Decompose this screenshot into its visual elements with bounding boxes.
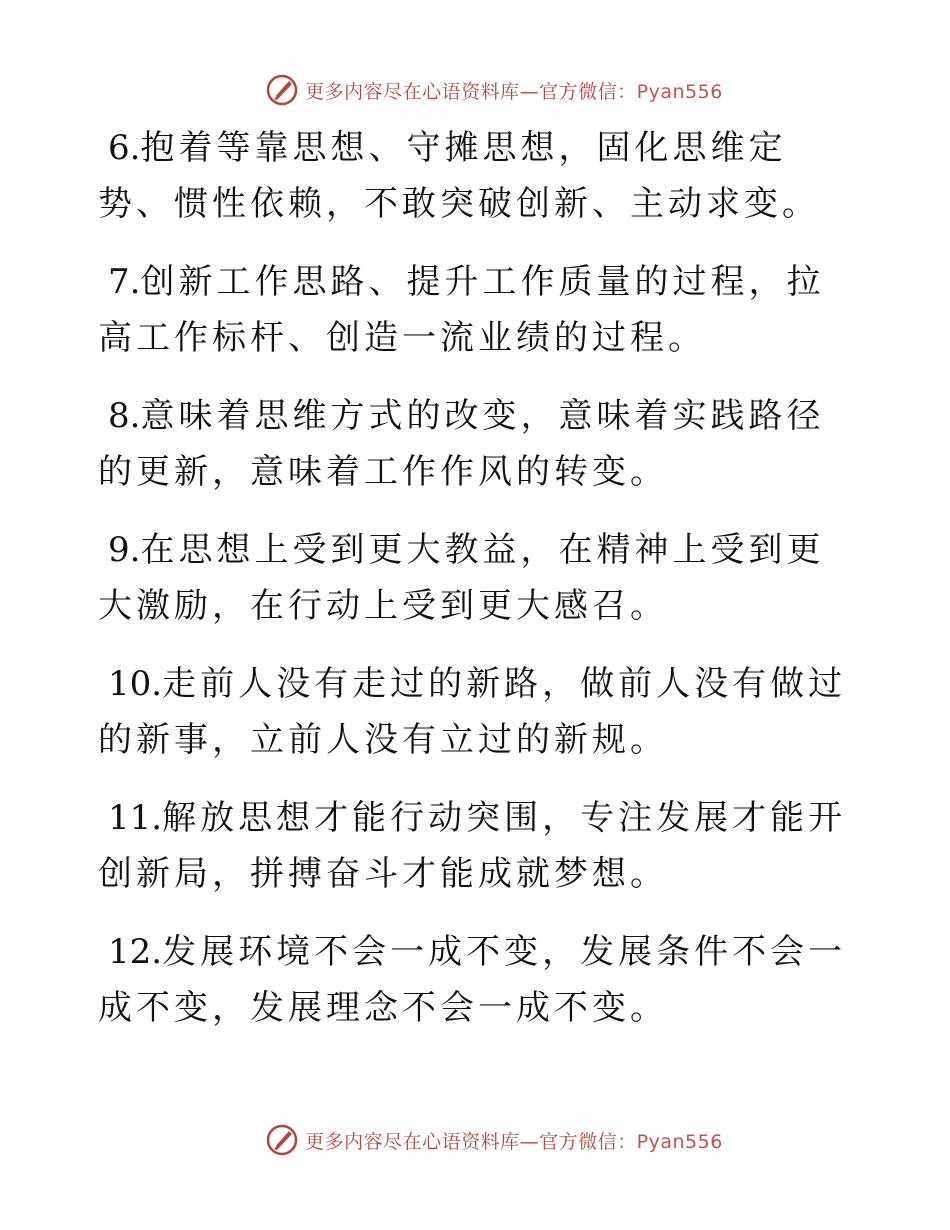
item-text: 解放思想才能行动突围，专注发展才能开创新局，拼搏奋斗才能成就梦想。 bbox=[98, 798, 847, 894]
item-number: 6. bbox=[108, 128, 141, 168]
item-number: 12. bbox=[108, 932, 163, 972]
watermark-text bbox=[305, 77, 723, 104]
quill-logo-icon bbox=[265, 1123, 299, 1157]
item-number: 7. bbox=[108, 262, 141, 302]
item-text: 走前人没有走过的新路，做前人没有做过的新事，立前人没有立过的新规。 bbox=[98, 664, 847, 760]
list-item bbox=[98, 924, 858, 1036]
watermark-label: 更多内容尽在心语资料库—官方微信： bbox=[305, 1130, 637, 1153]
footer-watermark bbox=[0, 1120, 950, 1160]
watermark-text bbox=[305, 1127, 723, 1154]
list-item bbox=[98, 120, 858, 232]
quill-logo-icon bbox=[265, 73, 299, 107]
item-text: 抱着等靠思想、守摊思想，固化思维定势、惯性依赖，不敢突破创新、主动求变。 bbox=[98, 128, 820, 224]
item-text: 在思想上受到更大教益，在精神上受到更大激励，在行动上受到更大感召。 bbox=[98, 530, 825, 626]
item-text: 发展环境不会一成不变，发展条件不会一成不变，发展理念不会一成不变。 bbox=[98, 932, 847, 1028]
watermark-id: Pyan556 bbox=[636, 80, 723, 103]
watermark-label: 更多内容尽在心语资料库—官方微信： bbox=[305, 80, 637, 103]
watermark-id: Pyan556 bbox=[636, 1130, 723, 1153]
item-text: 意味着思维方式的改变，意味着实践路径的更新，意味着工作作风的转变。 bbox=[98, 396, 825, 492]
item-number: 10. bbox=[108, 664, 163, 704]
list-item bbox=[98, 522, 858, 634]
header-watermark bbox=[0, 70, 950, 110]
list-item bbox=[98, 790, 858, 902]
item-number: 11. bbox=[108, 798, 163, 838]
list-item bbox=[98, 254, 858, 366]
item-number: 9. bbox=[108, 530, 141, 570]
item-number: 8. bbox=[108, 396, 141, 436]
list-item bbox=[98, 388, 858, 500]
list-item bbox=[98, 656, 858, 768]
item-text: 创新工作思路、提升工作质量的过程，拉高工作标杆、创造一流业绩的过程。 bbox=[98, 262, 825, 358]
document-body bbox=[98, 120, 858, 1058]
